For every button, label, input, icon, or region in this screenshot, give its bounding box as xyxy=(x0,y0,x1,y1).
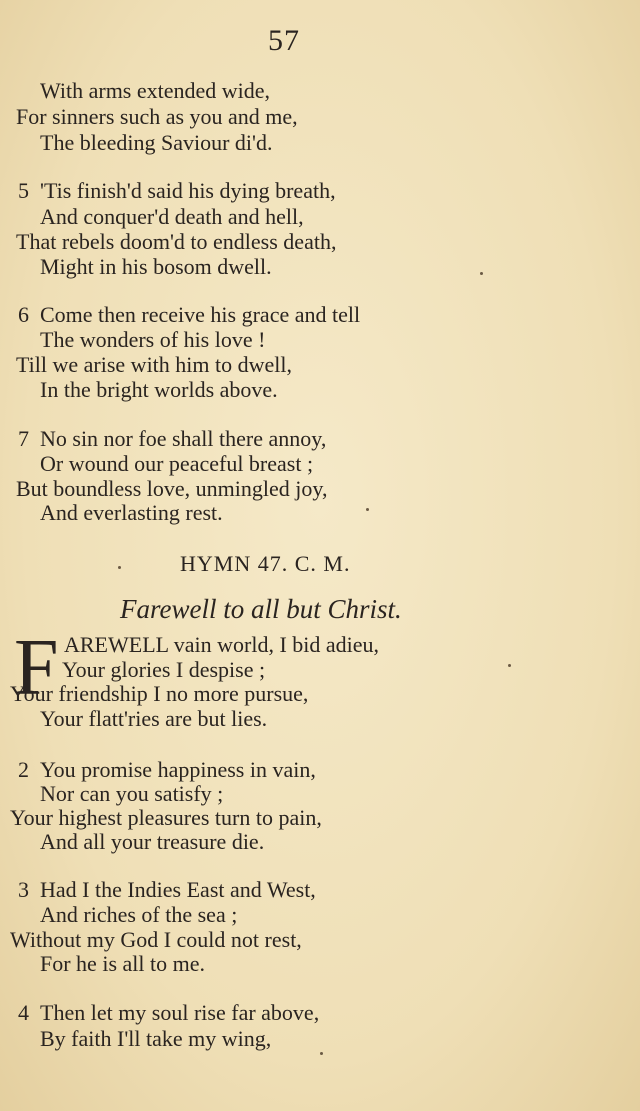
verse-line: Your friendship I no more pursue, xyxy=(10,681,309,706)
verse-line: No sin nor foe shall there annoy, xyxy=(40,426,327,451)
verse-line: For he is all to me. xyxy=(40,951,205,976)
verse-line: For sinners such as you and me, xyxy=(16,104,298,129)
ink-speck xyxy=(480,272,483,275)
ink-speck xyxy=(366,508,369,511)
verse-line: Till we arise with him to dwell, xyxy=(16,352,293,377)
verse-line: AREWELL vain world, I bid adieu, xyxy=(64,632,380,657)
ink-speck xyxy=(508,664,511,667)
hymn-subtitle: Farewell to all but Christ. xyxy=(120,594,402,624)
verse-line: And conquer'd death and hell, xyxy=(40,204,304,229)
verse-line: And all your treasure die. xyxy=(40,829,265,854)
verse-number: 6 xyxy=(18,302,29,327)
verse-number: 4 xyxy=(18,1000,29,1025)
verse-line: Your flatt'ries are but lies. xyxy=(40,706,268,731)
verse-line: But boundless love, unmingled joy, xyxy=(16,476,328,501)
verse-line: The bleeding Saviour di'd. xyxy=(40,130,273,155)
verse-number: 2 xyxy=(18,757,29,782)
verse-line: The wonders of his love ! xyxy=(40,327,266,352)
verse-number: 7 xyxy=(18,426,29,451)
verse-line: With arms extended wide, xyxy=(40,78,271,103)
ink-speck xyxy=(118,566,121,569)
drop-cap: F xyxy=(14,624,59,712)
verse-line: And riches of the sea ; xyxy=(40,902,238,927)
ink-speck xyxy=(320,1052,323,1055)
verse-line: Nor can you satisfy ; xyxy=(40,781,224,806)
verse-number: 3 xyxy=(18,877,29,902)
verse-line: Your glories I despise ; xyxy=(62,657,266,682)
verse-line: You promise happiness in vain, xyxy=(40,757,316,782)
verse-line: Come then receive his grace and tell xyxy=(40,302,361,327)
hymn-heading: HYMN 47. C. M. xyxy=(180,551,351,576)
verse-line: 'Tis finish'd said his dying breath, xyxy=(40,178,336,203)
verse-line: Might in his bosom dwell. xyxy=(40,254,272,279)
verse-line: Without my God I could not rest, xyxy=(10,927,302,952)
verse-line: Had I the Indies East and West, xyxy=(40,877,316,902)
verse-line: That rebels doom'd to endless death, xyxy=(16,229,337,254)
verse-line: In the bright worlds above. xyxy=(40,377,278,402)
verse-line: Or wound our peaceful breast ; xyxy=(40,451,314,476)
verse-line: And everlasting rest. xyxy=(40,500,223,525)
verse-line: Then let my soul rise far above, xyxy=(40,1000,320,1025)
verse-line: Your highest pleasures turn to pain, xyxy=(10,805,322,830)
verse-line: By faith I'll take my wing, xyxy=(40,1026,272,1051)
page-number: 57 xyxy=(268,24,300,57)
verse-number: 5 xyxy=(18,178,29,203)
